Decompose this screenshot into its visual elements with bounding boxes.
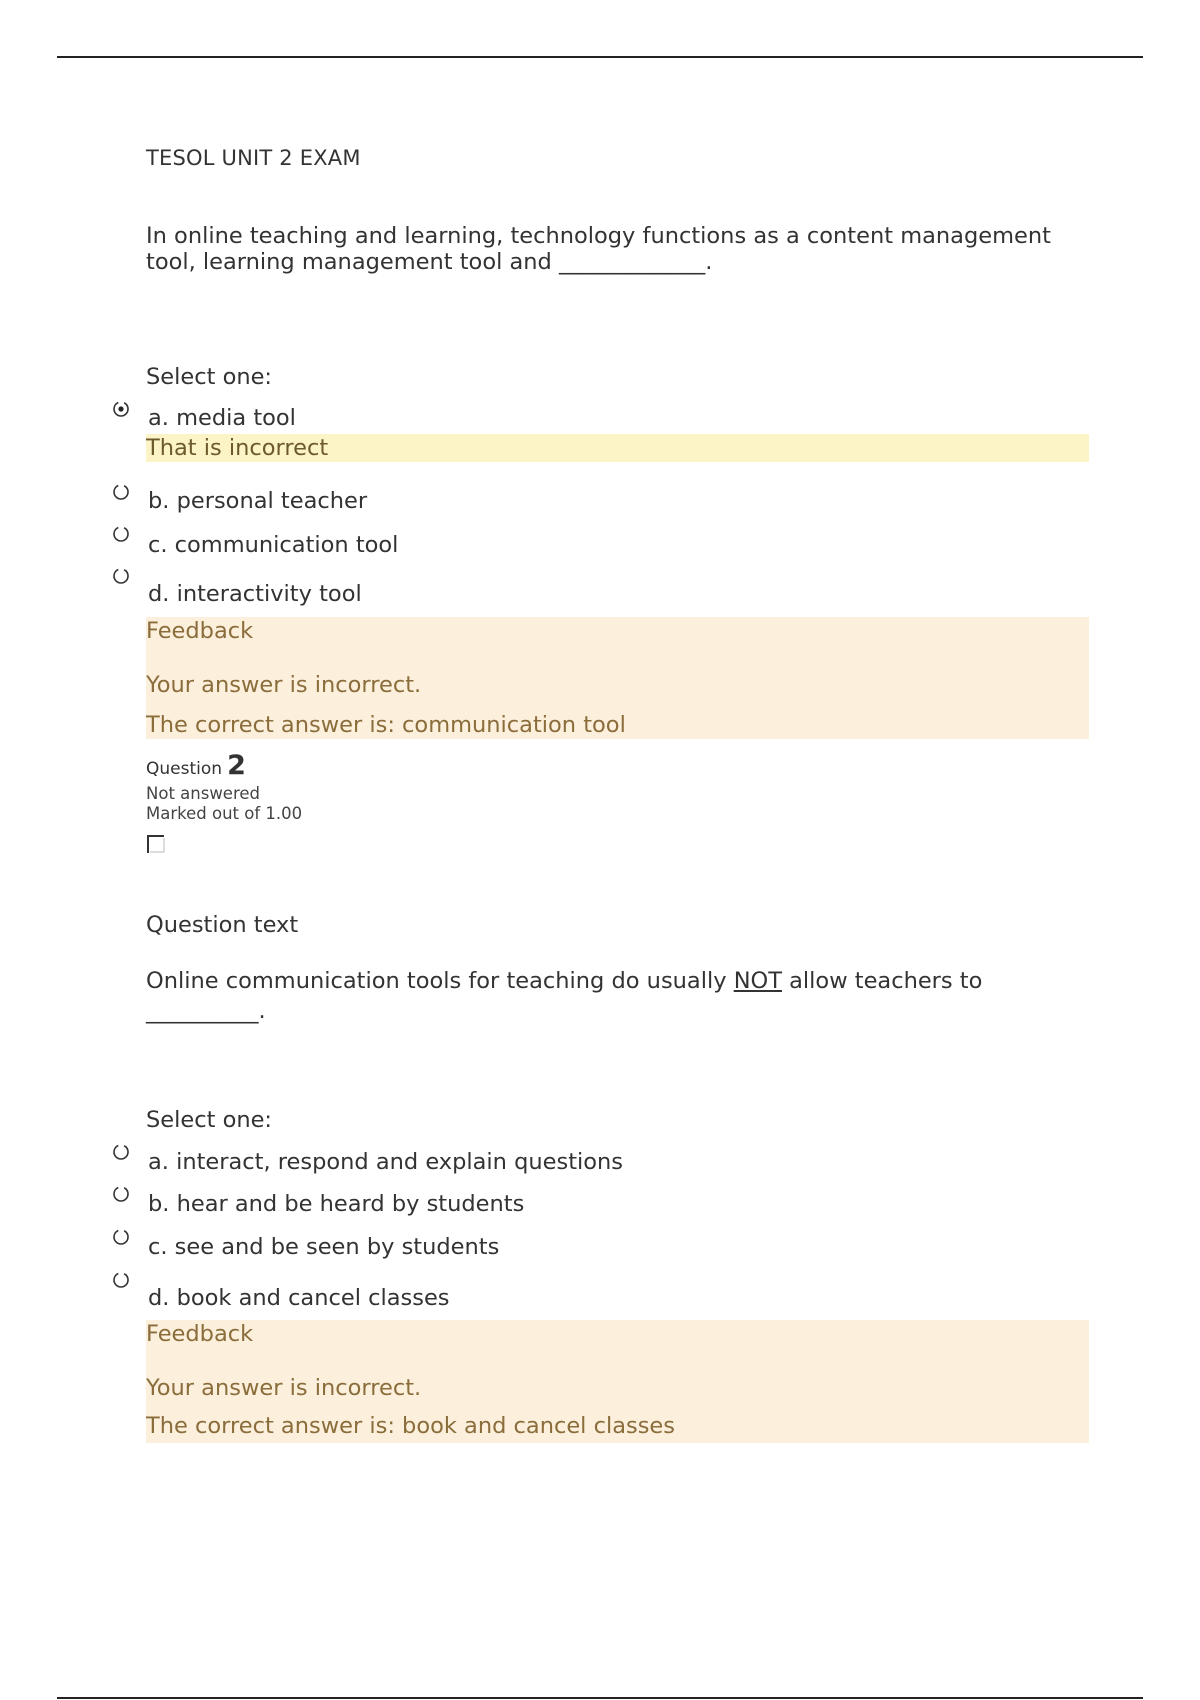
question-2-status: Not answered — [146, 784, 261, 803]
q1-feedback-box — [146, 617, 1089, 739]
q1-option-d-label[interactable]: d. interactivity tool — [148, 581, 362, 607]
q1-option-d-radio[interactable] — [112, 567, 130, 585]
exam-title: TESOL UNIT 2 EXAM — [146, 146, 361, 170]
question-2-label: Question — [146, 759, 223, 779]
question-2-text-after: allow teachers to __________. — [146, 968, 983, 1024]
q2-feedback-box — [146, 1320, 1089, 1443]
question-2-text — [146, 966, 1046, 1026]
q2-feedback-correct: The correct answer is: book and cancel classes — [146, 1413, 675, 1439]
question-1-text: In online teaching and learning, technology functions as a content management tool, learning management tool and _____________. — [146, 223, 1051, 275]
question-2-text-before: Online communication tools for teaching do usually — [146, 968, 734, 994]
q1-option-a-label[interactable]: a. media tool — [148, 405, 296, 431]
question-2-text-emphasis: NOT — [733, 968, 782, 994]
q2-option-a-label[interactable]: a. interact, respond and explain questions — [148, 1149, 624, 1175]
question-2-select-label: Select one: — [146, 1107, 273, 1133]
q2-feedback-result: Your answer is incorrect. — [146, 1375, 422, 1401]
q1-option-c-radio[interactable] — [112, 525, 130, 543]
question-2-header — [146, 750, 246, 781]
q1-option-a-radio[interactable] — [112, 400, 130, 418]
top-rule — [57, 56, 1143, 58]
q2-option-c-radio[interactable] — [112, 1228, 130, 1246]
q1-feedback-correct: The correct answer is: communication tool — [146, 712, 626, 738]
flag-question-icon[interactable] — [146, 834, 166, 854]
q2-option-d-radio[interactable] — [112, 1271, 130, 1289]
q2-option-b-label[interactable]: b. hear and be heard by students — [148, 1191, 525, 1217]
question-2-number: 2 — [227, 750, 246, 781]
q1-option-c-label[interactable]: c. communication tool — [148, 532, 399, 558]
q2-option-d-label[interactable]: d. book and cancel classes — [148, 1285, 450, 1311]
q2-option-c-label[interactable]: c. see and be seen by students — [148, 1234, 500, 1260]
question-1-select-label: Select one: — [146, 364, 273, 390]
q2-option-b-radio[interactable] — [112, 1185, 130, 1203]
q2-option-a-radio[interactable] — [112, 1143, 130, 1161]
question-2-marks: Marked out of 1.00 — [146, 804, 303, 823]
q2-feedback-heading: Feedback — [146, 1321, 254, 1347]
q1-option-b-label[interactable]: b. personal teacher — [148, 488, 368, 514]
q1-option-b-radio[interactable] — [112, 483, 130, 501]
bottom-rule — [57, 1697, 1143, 1699]
q1-feedback-heading: Feedback — [146, 618, 254, 644]
q1-feedback-result: Your answer is incorrect. — [146, 672, 422, 698]
q1-selection-feedback: That is incorrect — [146, 434, 1089, 462]
question-2-heading: Question text — [146, 912, 299, 938]
